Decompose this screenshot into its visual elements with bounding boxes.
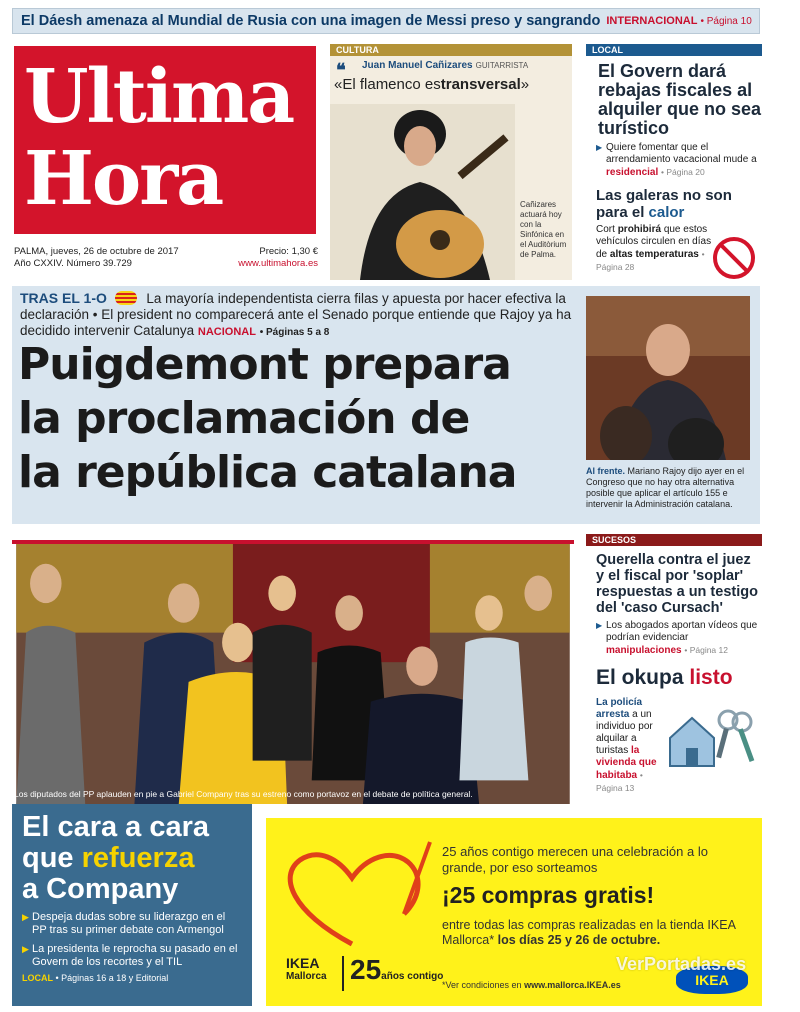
okupa-headline-text: El okupa bbox=[596, 666, 684, 689]
company-headline-line-3: a Company bbox=[22, 873, 179, 905]
bullet-highlight: residencial bbox=[606, 167, 659, 178]
galeras-bold-2: altas temperaturas bbox=[609, 249, 699, 260]
company-bullet-2: ▶ La presidenta le reprocha su pasado en el Govern de los recortes y el TIL bbox=[22, 943, 242, 969]
ad-details-dates: los días 25 y 26 de octubre. bbox=[497, 933, 661, 947]
bullet-text: Los abogados aportan vídeos que podrían evidenciar bbox=[606, 620, 758, 643]
local-headline[interactable]: El Govern dará rebajas fiscales al alquiler que no sea turístico bbox=[598, 61, 762, 138]
okupa-text: a un individuo por alquilar a turistas bbox=[596, 709, 653, 756]
company-headline-line-1: El cara a cara bbox=[22, 811, 210, 843]
galeras-headline-emphasis: calor bbox=[648, 204, 685, 221]
cultura-feature[interactable] bbox=[330, 44, 572, 280]
edition-issue: Año CXXIV. Número 39.729 bbox=[14, 258, 132, 269]
bullet-highlight: manipulaciones bbox=[606, 645, 682, 656]
anniversary-label: años bbox=[381, 971, 405, 982]
banner-page: • Página 10 bbox=[700, 15, 752, 27]
photo-caption: Cañizares actuará hoy con la Sinfónica en el Auditòrium de Palma. bbox=[520, 200, 567, 259]
prohibited-sign-icon bbox=[712, 236, 756, 280]
price: Precio: 1,30 € bbox=[259, 246, 318, 257]
okupa-headline-emphasis: listo bbox=[689, 666, 733, 689]
quote-end: » bbox=[520, 76, 530, 93]
section-nacional: NACIONAL bbox=[197, 326, 256, 338]
section-tag-cultura: CULTURA bbox=[330, 44, 572, 56]
anniversary-badge bbox=[342, 956, 443, 991]
ad-conditions-text: *Ver condiciones en bbox=[442, 980, 522, 990]
interviewee bbox=[330, 56, 572, 74]
edition-date: PALMA, jueves, 26 de octubre de 2017 bbox=[14, 246, 179, 257]
website-link[interactable]: www.ultimahora.es bbox=[238, 258, 318, 269]
ikea-logo-sub: Mallorca bbox=[286, 971, 327, 982]
ad-details bbox=[442, 918, 752, 948]
okupa-highlight: la vivienda que habitaba bbox=[596, 745, 657, 781]
company-page-ref bbox=[22, 973, 242, 983]
company-headline-emphasis: refuerza bbox=[81, 842, 195, 874]
quote-icon: ❝ bbox=[336, 60, 346, 80]
interviewee-role: GUITARRISTA bbox=[475, 61, 529, 70]
kicker: TRAS EL 1-O bbox=[20, 290, 107, 306]
galeras-headline[interactable] bbox=[586, 187, 762, 221]
sucesos-column[interactable] bbox=[586, 534, 762, 800]
quote-emphasis: transversal bbox=[440, 76, 521, 93]
caption-lead: Al frente. bbox=[586, 466, 626, 476]
rajoy-caption bbox=[586, 466, 758, 510]
guitarist-photo bbox=[330, 104, 515, 280]
company-headline-word: que bbox=[22, 842, 74, 874]
ad-conditions-link[interactable]: www.mallorca.IKEA.es bbox=[524, 980, 621, 990]
section-tag-sucesos: SUCESOS bbox=[586, 534, 762, 546]
logo-line-1: Ultima bbox=[24, 54, 294, 140]
page-ref: • Página 12 bbox=[684, 645, 728, 655]
galeras-text-1: Cort bbox=[596, 224, 615, 235]
newspaper-logo[interactable] bbox=[14, 46, 316, 234]
company-headline bbox=[22, 812, 242, 905]
page-ref: • Página 20 bbox=[661, 167, 705, 177]
banner-section: INTERNACIONAL bbox=[606, 15, 698, 27]
parliament-applause-photo bbox=[12, 540, 574, 804]
photo-caption: Los diputados del PP aplauden en pie a Gabriel Company tras su estreno como portavoz en el debate de política general. bbox=[14, 789, 473, 799]
ad-intro: 25 años contigo merecen una celebración a lo grande, por eso sorteamos bbox=[442, 844, 708, 875]
sucesos-headline[interactable]: Querella contra el juez y el fiscal por 'soplar' respuestas a un testigo del 'caso Cursach' bbox=[596, 552, 758, 616]
ad-conditions bbox=[442, 980, 621, 990]
watermark: VerPortadas.es bbox=[616, 954, 747, 974]
catalan-flag-icon bbox=[115, 291, 137, 305]
ikea-logo-text: IKEA bbox=[286, 955, 320, 971]
bullet-text: Quiere fomentar que el arrendamiento vacacional mude a bbox=[606, 142, 757, 165]
okupa-bold: La policía arresta bbox=[596, 697, 643, 720]
banner-headline: El Dáesh amenaza al Mundial de Rusia con una imagen de Messi preso y sangrando bbox=[21, 13, 601, 29]
galeras-text-2: que estos vehículos circulen en días de bbox=[596, 224, 712, 260]
ikea-advertisement[interactable] bbox=[266, 818, 762, 1006]
logo-line-2: Hora bbox=[24, 136, 223, 222]
intro-text: La mayoría independentista cierra filas y apuesta por hacer efectiva la declaración • El president no comparecerá ante el Senado porque entiende que Rajoy ya ha decidido intervenir Catalunya bbox=[20, 291, 572, 338]
company-section: LOCAL bbox=[22, 973, 53, 983]
heart-drawing-icon bbox=[272, 832, 438, 952]
sucesos-bullet bbox=[596, 620, 762, 657]
company-story[interactable] bbox=[12, 804, 252, 1006]
quote-start: «El flamenco es bbox=[334, 76, 441, 93]
catalonia-intro[interactable] bbox=[20, 290, 580, 341]
ad-headline: ¡25 compras gratis! bbox=[442, 882, 655, 908]
pull-quote bbox=[330, 74, 572, 93]
ikea-mallorca-logo bbox=[286, 956, 327, 984]
ad-details-text: entre todas las compras realizadas en la tienda IKEA Mallorca* bbox=[442, 918, 736, 947]
local-column[interactable] bbox=[586, 44, 762, 284]
masthead-info bbox=[14, 246, 318, 272]
rajoy-photo bbox=[586, 296, 750, 460]
house-keys-icon bbox=[666, 704, 760, 774]
page-ref: • Página 28 bbox=[596, 249, 705, 272]
main-headline-line-1: Puigdemont prepara bbox=[18, 339, 511, 390]
main-headline-line-2: la proclamación de bbox=[18, 393, 470, 444]
page-ref: • Páginas 5 a 8 bbox=[259, 327, 330, 338]
galeras-headline-text: Las galeras no son para el bbox=[596, 187, 732, 221]
local-bullet bbox=[596, 142, 762, 179]
galeras-bold-1: prohibirá bbox=[617, 224, 662, 235]
top-news-banner[interactable] bbox=[12, 8, 760, 34]
main-headline-line-3: la república catalana bbox=[18, 447, 517, 498]
section-tag-local: LOCAL bbox=[586, 44, 762, 56]
ikea-brand-logo: IKEA bbox=[676, 966, 748, 994]
company-bullet-1: ▶ Despeja dudas sobre su liderazgo en el PP tras su primer debate con Armengol bbox=[22, 911, 242, 937]
page-ref: • Página 13 bbox=[596, 770, 643, 793]
main-headline[interactable] bbox=[18, 338, 588, 500]
okupa-headline[interactable] bbox=[586, 667, 762, 689]
company-pages: • Páginas 16 a 18 y Editorial bbox=[55, 973, 169, 983]
anniversary-sub: contigo bbox=[407, 971, 444, 982]
interviewee-name: Juan Manuel Cañizares bbox=[362, 60, 473, 71]
anniversary-number: 25 bbox=[350, 954, 382, 985]
caption-text: Mariano Rajoy dijo ayer en el Congreso que no hay otra alternativa posible que aplicar el artículo 155 e intervenir la Administración catalana. bbox=[586, 466, 745, 509]
